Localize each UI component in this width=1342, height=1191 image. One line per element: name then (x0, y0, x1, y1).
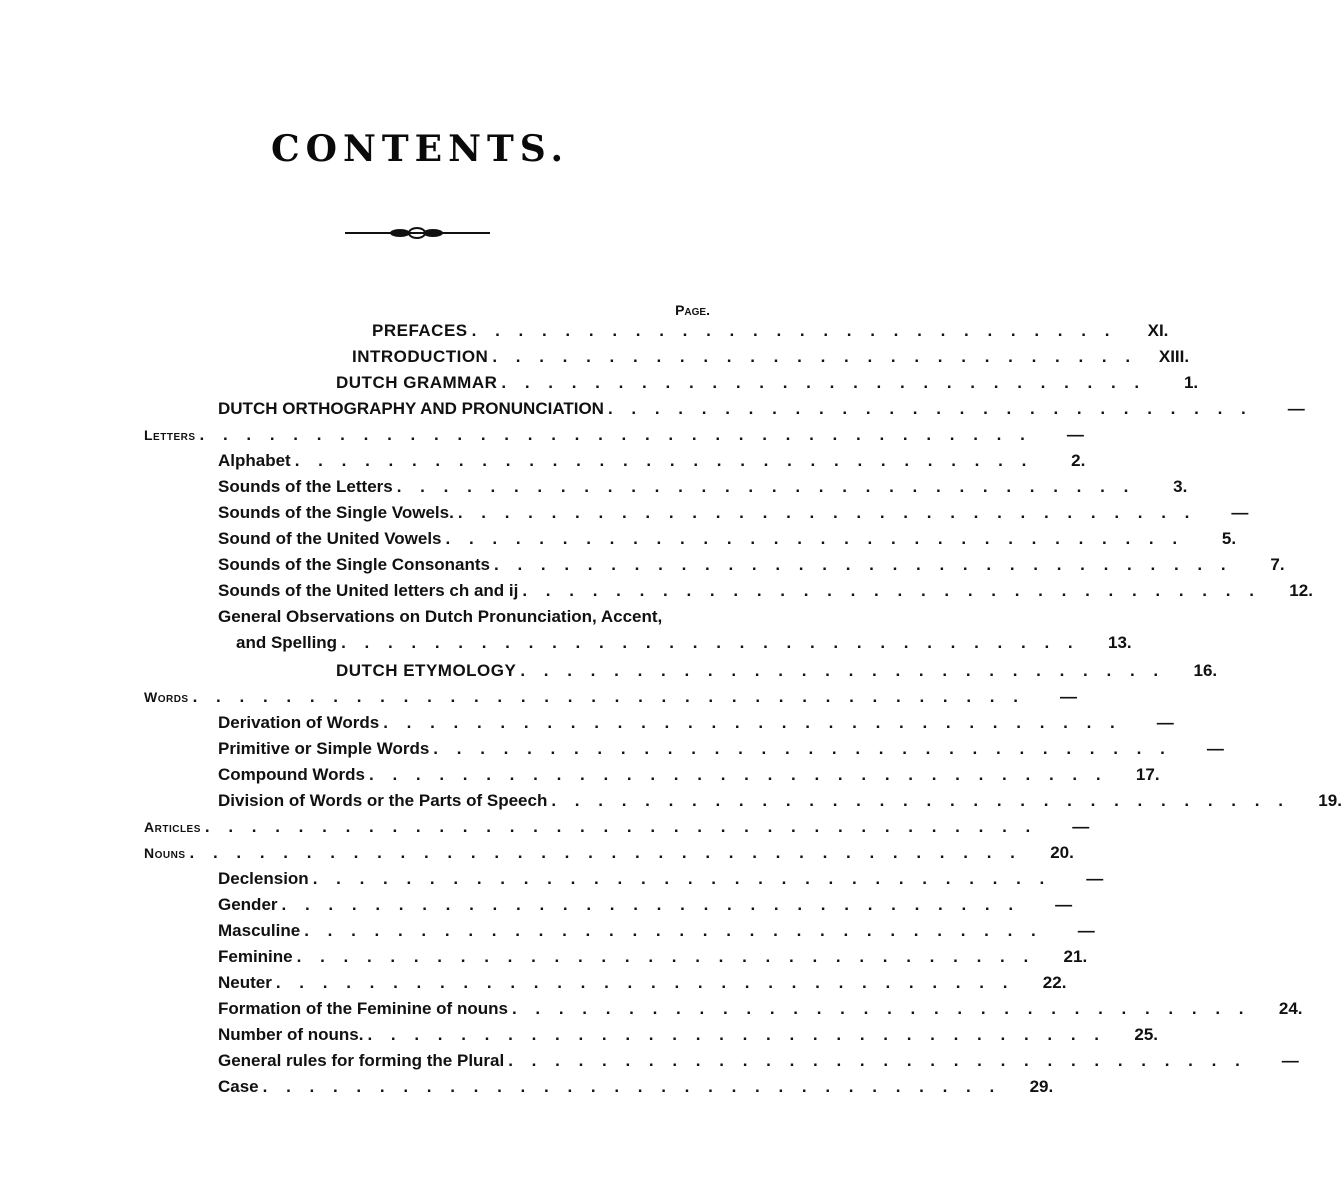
toc-entry-page: 5. (1221, 529, 1237, 548)
toc-entry-plural-rules (218, 1048, 1299, 1074)
toc-entry-etymology (336, 658, 1218, 684)
toc-entry-label: Declension (218, 869, 309, 888)
toc-entry-page: — (1072, 817, 1090, 836)
toc-entry-label: Sounds of the Single Consonants (218, 555, 490, 574)
toc-entry-label: Formation of the Feminine of nouns (218, 999, 508, 1018)
toc-entry-declension (218, 866, 1104, 892)
dot-leader: . . . . . . . . . . . . . . . . . . . . . . . . . . . . . . . . (396, 477, 1136, 496)
toc-entry-label: Gender (218, 895, 278, 914)
dot-leader: . . . . . . . . . . . . . . . . . . . . . . . . . . . . . . . . (522, 581, 1261, 600)
toc-entry-label: PREFACES (372, 321, 468, 340)
dot-leader: . . . . . . . . . . . . . . . . . . . . . . . . . . . . . . . . (281, 895, 1021, 914)
toc-entry-page: 21. (1063, 947, 1088, 966)
dot-leader: . . . . . . . . . . . . . . . . . . . . . . . . . . . . . . . . (296, 947, 1036, 966)
toc-entry-page: 3. (1173, 477, 1188, 496)
dot-leader: . . . . . . . . . . . . . . . . . . . . . . . . . . . . . . . . (367, 1025, 1107, 1044)
toc-entry-derivation (218, 710, 1174, 736)
dot-leader: . . . . . . . . . . . . . . . . . . . . . . . . . . . . . . . . . . . . (189, 843, 1022, 862)
toc-entry-dutch-grammar (336, 370, 1199, 396)
dot-leader: . . . . . . . . . . . . . . . . . . . . . . . . . . . . . . . . (304, 921, 1043, 940)
toc-entry-formation-feminine (218, 996, 1303, 1022)
toc-entry-label: Sounds of the Letters (218, 477, 393, 496)
toc-entry-number-nouns (218, 1022, 1159, 1048)
toc-entry-label: Number of nouns. (218, 1025, 364, 1044)
dot-leader: . . . . . . . . . . . . . . . . . . . . . . . . . . . . . . . . (508, 1051, 1247, 1070)
dot-leader: . . . . . . . . . . . . . . . . . . . . . . . . . . . . . . . . (445, 529, 1185, 548)
toc-entry-page: — (1055, 895, 1073, 914)
toc-entry-page: — (1077, 921, 1095, 940)
toc-entry-label: Neuter (218, 973, 272, 992)
toc-entry-page: 12. (1289, 581, 1313, 600)
toc-entry-page: — (1059, 687, 1077, 706)
toc-entry-label: DUTCH GRAMMAR (336, 373, 498, 392)
dot-leader: . . . . . . . . . . . . . . . . . . . . . . . . . . . . . . . . (341, 633, 1080, 652)
toc-entry-masculine (218, 918, 1095, 944)
toc-entry-words (144, 684, 1077, 710)
dot-leader: . . . . . . . . . . . . . . . . . . . . . . . . . . . . (607, 399, 1253, 418)
toc-entry-introduction (352, 344, 1190, 370)
toc-entry-alphabet (218, 448, 1086, 474)
toc-entry-single-consonants (218, 552, 1285, 578)
dot-leader: . . . . . . . . . . . . . . . . . . . . . . . . . . . . . . . . (294, 451, 1034, 470)
dot-leader: . . . . . . . . . . . . . . . . . . . . . . . . . . . . . . . . (551, 791, 1290, 810)
dot-leader: . . . . . . . . . . . . . . . . . . . . . . . . . . . . . . . . (369, 765, 1108, 784)
dot-leader: . . . . . . . . . . . . . . . . . . . . . . . . . . . . . . . . . . . . (204, 817, 1038, 836)
toc-entry-page: 19. (1318, 791, 1342, 810)
toc-entry-page: 7. (1270, 555, 1285, 574)
dot-leader: . . . . . . . . . . . . . . . . . . . . . . . . . . . . . . . . (494, 555, 1233, 574)
toc-entry-label: Sounds of the Single Vowels. (218, 503, 454, 522)
toc-entry-label: Nouns (144, 845, 186, 861)
toc-entry-label: Articles (144, 819, 201, 835)
toc-entry-label: DUTCH ORTHOGRAPHY AND PRONUNCIATION (218, 399, 604, 418)
toc-entry-orthography (218, 396, 1305, 422)
toc-entry-compound-words (218, 762, 1160, 788)
toc-entry-page: 25. (1134, 1025, 1159, 1044)
toc-entry-page: XI. (1147, 321, 1169, 340)
toc-entry-articles (144, 814, 1090, 840)
toc-entry-page: 1. (1183, 373, 1199, 392)
dot-leader: . . . . . . . . . . . . . . . . . . . . . . . . . . . . . . . . (433, 739, 1172, 758)
dot-leader: . . . . . . . . . . . . . . . . . . . . . . . . . . . . . . . . (383, 713, 1122, 732)
toc-entry-case (218, 1074, 1054, 1100)
dot-leader: . . . . . . . . . . . . . . . . . . . . . . . . . . . . . . . . (262, 1077, 1002, 1096)
toc-entry-gender (218, 892, 1073, 918)
toc-entry-page: — (1066, 425, 1084, 444)
dot-leader: . . . . . . . . . . . . . . . . . . . . . . . . . . . . . . . . (511, 999, 1251, 1018)
toc-entry-page: — (1231, 503, 1249, 522)
page-title: CONTENTS. (270, 128, 570, 170)
dot-leader: . . . . . . . . . . . . . . . . . . . . . . . . . . . . . . . . (275, 973, 1015, 992)
toc-entry-spelling (236, 630, 1132, 656)
toc-entry-page: 29. (1029, 1077, 1054, 1096)
toc-entry-label: Sounds of the United letters ch and ij (218, 581, 519, 600)
toc-entry-page: 17. (1135, 765, 1160, 784)
toc-entry-label: Sound of the United Vowels (218, 529, 442, 548)
toc-entry-primitive-words (218, 736, 1224, 762)
toc-entry-label: Primitive or Simple Words (218, 739, 430, 758)
toc-entry-label: DUTCH ETYMOLOGY (336, 661, 517, 680)
dot-leader: . . . . . . . . . . . . . . . . . . . . . . . . . . . . (492, 347, 1138, 366)
toc-entry-feminine (218, 944, 1088, 970)
toc-entry-label: General rules for forming the Plural (218, 1051, 505, 1070)
toc-entry-page: 22. (1042, 973, 1067, 992)
toc-entry-label: Words (144, 689, 189, 705)
toc-entry-label: Feminine (218, 947, 293, 966)
toc-entry-page: 20. (1050, 843, 1074, 862)
page-column-header: Page. (675, 302, 710, 318)
toc-entry-general-observations (218, 604, 696, 630)
toc-entry-page: — (1086, 869, 1104, 888)
toc-entry-label: Case (218, 1077, 259, 1096)
toc-entry-page: 13. (1107, 633, 1132, 652)
toc-entry-letters (144, 422, 1084, 448)
toc-entry-neuter (218, 970, 1067, 996)
dot-leader: . . . . . . . . . . . . . . . . . . . . . . . . . . . . . . . . (312, 869, 1052, 888)
toc-entry-label: Alphabet (218, 451, 291, 470)
toc-entry-label: Letters (144, 427, 196, 443)
toc-entry-sounds-letters (218, 474, 1188, 500)
toc-entry-parts-of-speech (218, 788, 1342, 814)
toc-entry-label: Compound Words (218, 765, 365, 784)
toc-entry-label: Division of Words or the Parts of Speech (218, 791, 548, 810)
dot-leader: . . . . . . . . . . . . . . . . . . . . . . . . . . . . (520, 661, 1166, 680)
dot-leader: . . . . . . . . . . . . . . . . . . . . . . . . . . . . . . . . (457, 503, 1197, 522)
toc-entry-page: 16. (1193, 661, 1218, 680)
toc-entry-label: General Observations on Dutch Pronunciation, Accent, (218, 607, 663, 626)
toc-entry-label: Derivation of Words (218, 713, 380, 732)
toc-entry-page: — (1206, 739, 1224, 758)
toc-entry-page: 2. (1071, 451, 1086, 470)
toc-entry-united-vowels (218, 526, 1237, 552)
toc-entry-label: Masculine (218, 921, 301, 940)
toc-entry-nouns (144, 840, 1074, 866)
toc-entry-single-vowels (218, 500, 1249, 526)
dot-leader: . . . . . . . . . . . . . . . . . . . . . . . . . . . . (471, 321, 1117, 340)
toc-entry-label: INTRODUCTION (352, 347, 489, 366)
toc-entry-page: XIII. (1158, 347, 1190, 366)
toc-entry-united-letters (218, 578, 1313, 604)
dot-leader: . . . . . . . . . . . . . . . . . . . . . . . . . . . . (501, 373, 1147, 392)
toc-entry-label: and Spelling (236, 633, 338, 652)
toc-entry-page: — (1287, 399, 1305, 418)
dot-leader: . . . . . . . . . . . . . . . . . . . . . . . . . . . . . . . . . . . . (192, 687, 1025, 706)
toc-entry-page: — (1156, 713, 1174, 732)
toc-entry-prefaces (372, 318, 1169, 344)
dot-leader: . . . . . . . . . . . . . . . . . . . . . . . . . . . . . . . . . . . . (199, 425, 1032, 444)
toc-entry-page: 24. (1278, 999, 1303, 1018)
toc-entry-page: — (1281, 1051, 1299, 1070)
